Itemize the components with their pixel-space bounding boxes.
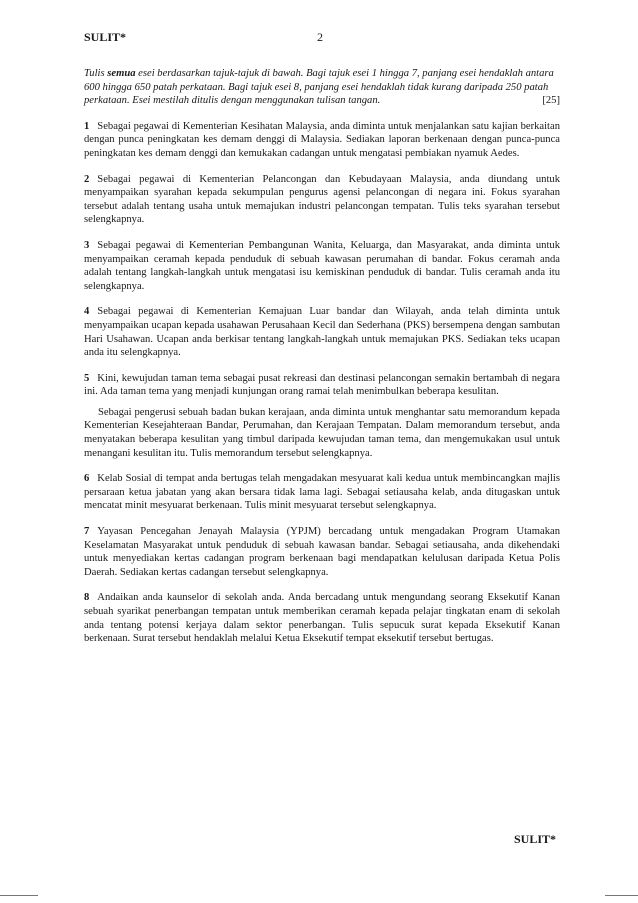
question-text-continued: Sebagai pengerusi sebuah badan bukan kerajaan, anda diminta untuk menghantar satu memorandum kepada Kementerian Kesejahteraan Bandar, Perumahan, dan Kerajaan Tempatan. Dalam memorandum tersebut, anda menyatakan beberapa kesulitan yang timbul daripada kewujudan taman tema, dan mengemukakan usul untuk menangani kesulitan itu. Tulis memorandum tersebut selengkapnya. <box>84 406 560 459</box>
question-number: 1 <box>84 120 90 132</box>
instructions <box>84 67 560 108</box>
bottom-right-rule <box>605 895 638 896</box>
question-text: Sebagai pegawai di Kementerian Pelancongan dan Kebudayaan Malaysia, anda diundang untuk menyampaikan syarahan kepada sekumpulan pengurus agensi pelancongan di negara ini. Fokus syarahan tersebut adalah tentang usaha untuk memajukan industri pelancongan tempatan. Tulis teks syarahan tersebut selengkapnya. <box>84 173 560 226</box>
question-number: 2 <box>84 173 90 185</box>
question-number: 3 <box>84 239 90 251</box>
question-text: Sebagai pegawai di Kementerian Kemajuan Luar bandar dan Wilayah, anda telah diminta untuk menyampaikan ucapan kepada usahawan Perusahaan Kecil dan Sederhana (PKS) bersempena dengan sambutan Hari Usahawan. Ucapan anda berkisar tentang langkah-langkah untuk memajukan PKS. Sediakan teks ucapan anda itu selengkapnya. <box>84 306 560 359</box>
footer-classification: SULIT* <box>514 832 557 846</box>
question-8 <box>84 591 560 645</box>
document-body <box>84 67 560 658</box>
question-4 <box>84 305 560 359</box>
instructions-part2: esei berdasarkan tajuk-tajuk di bawah. Bagi tajuk esei 1 hingga 7, panjang esei hendaklah antara 600 hingga 650 patah perkataan. Bagi tajuk esei 8, panjang esei hendaklah tidak kurang daripada 250 patah perkataan. Esei mestilah ditulis dengan menggunakan tulisan tangan. <box>84 68 554 107</box>
question-text: Sebagai pegawai di Kementerian Pembangunan Wanita, Keluarga, dan Masyarakat, anda diminta untuk menyampaikan ceramah kepada penduduk di sebuah kawasan perumahan di bandar. Fokus ceramah anda adalah tentang langkah-langkah untuk mengatasi isu kemiskinan penduduk di bandar. Tulis ceramah anda itu selengkapnya. <box>84 239 560 292</box>
marks-label: [25] <box>542 95 560 107</box>
question-text: Andaikan anda kaunselor di sekolah anda. Anda bercadang untuk mengundang seorang Eksekutif Kanan sebuah syarikat penerbangan tempatan untuk memberikan ceramah kepada pelajar tingkatan enam di sekolah anda tentang potensi kerjaya dalam sektor penerbangan. Tulis sepucuk surat kepada Eksekutif Kanan berkenaan. Surat tersebut hendaklah melalui Ketua Eksekutif tempat eksekutif tersebut bertugas. <box>84 592 560 645</box>
question-5 <box>84 372 560 461</box>
question-7 <box>84 525 560 579</box>
header-classification: SULIT* <box>84 30 127 44</box>
question-1 <box>84 120 560 161</box>
question-text: Sebagai pegawai di Kementerian Kesihatan Malaysia, anda diminta untuk menjalankan satu kajian berkaitan dengan punca peningkatan kes demam denggi di Malaysia. Sediakan laporan berkenaan dengan punca-punca peningkatan kes demam denggi dan kemukakan cadangan untuk mengatasi pembiakan nyamuk Aedes. <box>84 120 560 159</box>
page-number: 2 <box>317 30 323 44</box>
bottom-left-rule <box>0 895 38 896</box>
instructions-part1: Tulis <box>84 68 108 79</box>
question-2 <box>84 173 560 227</box>
instructions-emphasis: semua <box>107 68 136 79</box>
question-number: 8 <box>84 592 90 604</box>
question-number: 4 <box>84 306 90 318</box>
question-number: 6 <box>84 473 90 485</box>
question-3 <box>84 239 560 293</box>
question-number: 5 <box>84 372 90 384</box>
question-text: Kini, kewujudan taman tema sebagai pusat rekreasi dan destinasi pelancongan semakin bertambah di negara ini. Ada taman tema yang menjadi kunjungan orang ramai telah menimbulkan beberapa kesulitan. <box>84 372 560 398</box>
question-number: 7 <box>84 526 90 538</box>
question-text: Yayasan Pencegahan Jenayah Malaysia (YPJM) bercadang untuk mengadakan Program Utamakan Keselamatan Masyarakat untuk penduduk di sebuah kawasan bandar. Sebagai setiausaha, anda dikehendaki untuk menyediakan kertas cadangan program berkenaan bagi mendapatkan kelulusan daripada Ketua Polis Daerah. Sediakan kertas cadangan tersebut selengkapnya. <box>84 526 560 578</box>
question-text: Kelab Sosial di tempat anda bertugas telah mengadakan mesyuarat kali kedua untuk membincangkan majlis persaraan ketua jabatan yang akan bersara tidak lama lagi. Sebagai setiausaha kelab, anda ditugaskan untuk mencatat minit mesyuarat berkenaan. Tulis minit mesyuarat tersebut selengkapnya. <box>84 473 560 512</box>
question-6 <box>84 472 560 513</box>
